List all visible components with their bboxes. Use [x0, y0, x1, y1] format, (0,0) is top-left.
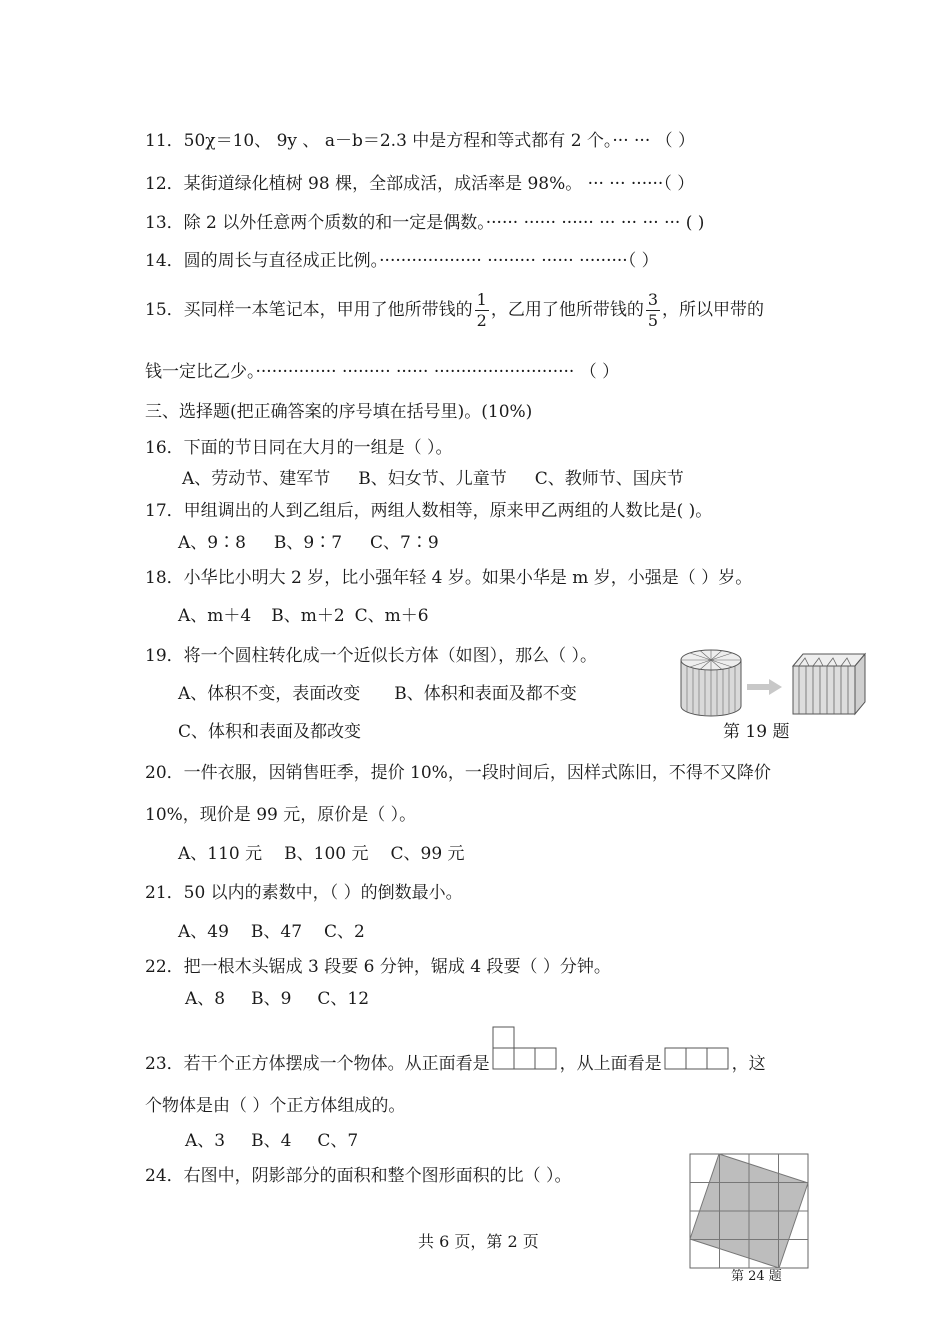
q15-text-c: ，所以甲带的 [662, 300, 765, 320]
question-16-options [182, 468, 712, 490]
q23-text-b: ，从上面看是 [559, 1054, 662, 1074]
cylinder-to-cuboid-figure [675, 638, 870, 720]
fraction-denominator: 2 [476, 311, 487, 330]
option-b: B、m＋2 [271, 606, 345, 626]
question-16: 16．下面的节日同在大月的一组是（ ）。 [145, 438, 453, 458]
question-20-line2: 10%，现价是 99 元，原价是（ ）。 [145, 805, 417, 825]
question-13: 13．除 2 以外任意两个质数的和一定是偶数。······ ······ ······ ··· ··· ··· ··· ( ) [145, 213, 705, 233]
fraction-numerator: 1 [476, 290, 487, 309]
question-20-options [178, 843, 493, 865]
q15-text-a: 15．买同样一本笔记本，甲用了他所带钱的 [145, 300, 473, 320]
top-view-figure [662, 1053, 732, 1075]
question-19-option-c: C、体积和表面及都改变 [178, 722, 362, 742]
fraction-3-5 [646, 290, 660, 331]
question-21-options [178, 921, 393, 943]
option-b: B、4 [251, 1131, 292, 1151]
question-12: 12．某街道绿化植树 98 棵，全部成活，成活率是 98%。 ··· ··· ······（ ） [145, 174, 695, 194]
option-c: C、教师节、国庆节 [534, 469, 684, 489]
option-c: C、m＋6 [354, 606, 429, 626]
option-c: C、12 [317, 989, 370, 1009]
option-a: A、110 元 [178, 844, 263, 864]
option-a: A、体积不变，表面改变 [178, 684, 361, 704]
option-a: A、3 [185, 1131, 226, 1151]
cuboid [793, 654, 865, 714]
option-b: B、100 元 [284, 844, 369, 864]
question-23-options [185, 1130, 386, 1152]
front-view-figure [490, 1053, 560, 1075]
question-20: 20．一件衣服，因销售旺季，提价 10%，一段时间后，因样式陈旧，不得不又降价 [145, 763, 771, 783]
arrow-icon [747, 679, 782, 695]
option-b: B、体积和表面及都不变 [394, 684, 577, 704]
q23-text-a: 23．若干个正方体摆成一个物体。从正面看是 [145, 1054, 490, 1074]
cylinder [681, 650, 741, 716]
question-19: 19．将一个圆柱转化成一个近似长方体（如图），那么（ ）。 [145, 646, 598, 666]
page-footer: 共 6 页，第 2 页 [418, 1232, 539, 1251]
question-21: 21．50 以内的素数中，（ ）的倒数最小。 [145, 883, 463, 903]
top-view-grid [664, 1047, 730, 1071]
figure-19-caption: 第 19 题 [723, 722, 790, 742]
q15-text-b: ，乙用了他所带钱的 [490, 300, 644, 320]
question-18: 18．小华比小明大 2 岁，比小强年轻 4 岁。如果小华是 m 岁，小强是（ ）岁。 [145, 568, 753, 588]
question-19-options-ab [178, 683, 605, 705]
question-23-line2: 个物体是由（ ）个正方体组成的。 [145, 1096, 406, 1116]
front-view-grid [492, 1026, 558, 1072]
figure-24-caption: 第 24 题 [731, 1269, 782, 1284]
option-a: A、劳动节、建军节 [182, 469, 331, 489]
question-18-options [178, 605, 457, 627]
option-b: B、9∶7 [273, 533, 343, 553]
option-a: A、m＋4 [178, 606, 252, 626]
fraction-1-2 [475, 290, 489, 331]
question-22-options [185, 988, 397, 1010]
question-17-options [178, 532, 467, 554]
question-14: 14．圆的周长与直径成正比例。··················· ········· ······ ·········（ ） [145, 251, 659, 271]
option-c: C、7 [317, 1131, 359, 1151]
option-a: A、9∶8 [178, 533, 246, 553]
option-a: A、8 [185, 989, 226, 1009]
option-c: C、2 [324, 922, 365, 942]
fraction-numerator: 3 [647, 290, 659, 309]
question-23 [145, 1053, 766, 1075]
fraction-denominator: 5 [647, 311, 659, 330]
question-24: 24．右图中，阴影部分的面积和整个图形面积的比（ ）。 [145, 1166, 572, 1186]
shaded-square-grid-figure [688, 1152, 810, 1270]
question-17: 17．甲组调出的人到乙组后，两组人数相等，原来甲乙两组的人数比是( )。 [145, 501, 713, 521]
q23-text-c: ，这 [731, 1054, 766, 1074]
question-11: 11．50χ＝10、 9y 、 a－b＝2.3 中是方程和等式都有 2 个。··· ··· （ ） [145, 131, 696, 151]
question-15 [145, 290, 764, 331]
question-22: 22．把一根木头锯成 3 段要 6 分钟，锯成 4 段要（ ）分钟。 [145, 957, 611, 977]
question-15-line2: 钱一定比乙少。··············· ········· ······ ·························· （ ） [145, 362, 620, 382]
option-b: B、9 [251, 989, 292, 1009]
option-a: A、49 [178, 922, 229, 942]
section-3-title: 三、选择题(把正确答案的序号填在括号里)。(10%) [145, 402, 533, 422]
option-b: B、47 [250, 922, 303, 942]
option-b: B、妇女节、儿童节 [358, 469, 507, 489]
option-c: C、7∶9 [370, 533, 439, 553]
option-c: C、99 元 [390, 844, 465, 864]
